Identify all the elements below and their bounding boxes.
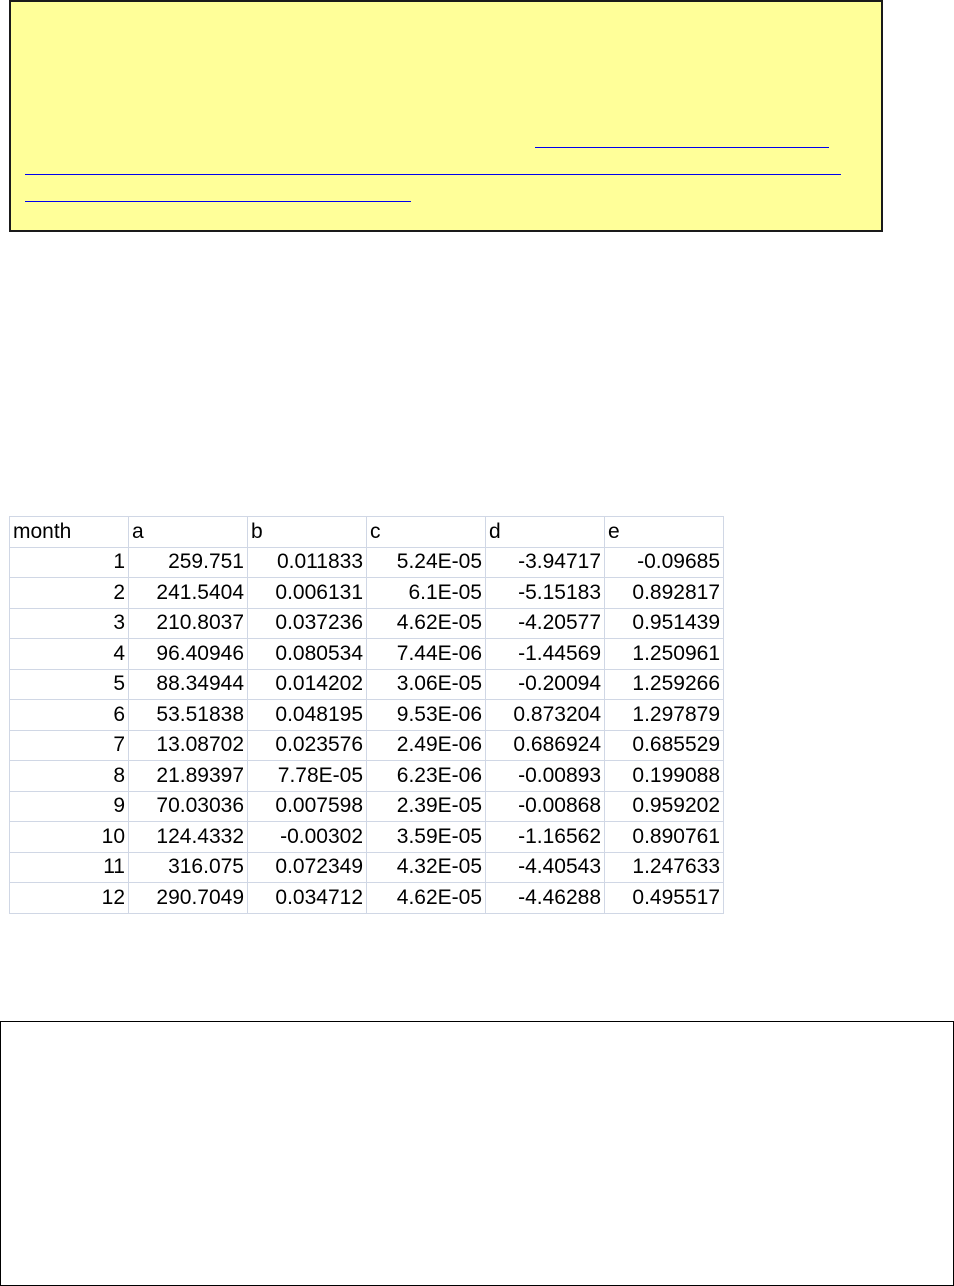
table-cell: 0.959202 <box>605 791 724 822</box>
table-cell: 0.034712 <box>248 883 367 914</box>
table-cell: 1.247633 <box>605 852 724 883</box>
table-row <box>10 761 724 792</box>
table-cell: 2 <box>10 578 129 609</box>
table-cell: 0.006131 <box>248 578 367 609</box>
table-cell: 1.259266 <box>605 669 724 700</box>
table-cell: 2.49E-06 <box>367 730 486 761</box>
hyperlink-underline[interactable] <box>25 201 411 202</box>
table-cell: 6.23E-06 <box>367 761 486 792</box>
table-cell: 7.78E-05 <box>248 761 367 792</box>
table-cell: 0.011833 <box>248 547 367 578</box>
table-cell: 11 <box>10 852 129 883</box>
table-cell: -0.00893 <box>486 761 605 792</box>
table-header-row <box>10 517 724 548</box>
table-cell: 5.24E-05 <box>367 547 486 578</box>
column-header: c <box>367 517 486 548</box>
table-body <box>10 547 724 913</box>
table-cell: 124.4332 <box>129 822 248 853</box>
table-cell: 1 <box>10 547 129 578</box>
table-cell: 0.686924 <box>486 730 605 761</box>
table-cell: 4.32E-05 <box>367 852 486 883</box>
table-cell: -0.20094 <box>486 669 605 700</box>
table-row <box>10 852 724 883</box>
table-cell: 3.59E-05 <box>367 822 486 853</box>
table-cell: 10 <box>10 822 129 853</box>
table-cell: 88.34944 <box>129 669 248 700</box>
column-header: e <box>605 517 724 548</box>
table-cell: 0.048195 <box>248 700 367 731</box>
table-cell: 70.03036 <box>129 791 248 822</box>
note-box <box>9 0 883 232</box>
table-row <box>10 730 724 761</box>
table-cell: 2.39E-05 <box>367 791 486 822</box>
table-row <box>10 700 724 731</box>
table-cell: -5.15183 <box>486 578 605 609</box>
table-cell: 9.53E-06 <box>367 700 486 731</box>
column-header: month <box>10 517 129 548</box>
table-cell: 210.8037 <box>129 608 248 639</box>
table-row <box>10 669 724 700</box>
table-row <box>10 578 724 609</box>
table-cell: 1.250961 <box>605 639 724 670</box>
data-table <box>9 516 724 914</box>
table-cell: 0.037236 <box>248 608 367 639</box>
table-cell: -1.44569 <box>486 639 605 670</box>
table-cell: 4 <box>10 639 129 670</box>
table-cell: 1.297879 <box>605 700 724 731</box>
hyperlink-underline[interactable] <box>25 174 841 175</box>
table-row <box>10 547 724 578</box>
table-cell: 0.892817 <box>605 578 724 609</box>
table-cell: 3.06E-05 <box>367 669 486 700</box>
hyperlink-underline[interactable] <box>535 147 829 148</box>
table-cell: -1.16562 <box>486 822 605 853</box>
table-row <box>10 791 724 822</box>
table-cell: 12 <box>10 883 129 914</box>
table-row <box>10 608 724 639</box>
table-cell: -3.94717 <box>486 547 605 578</box>
table-cell: -0.00868 <box>486 791 605 822</box>
table-cell: 0.007598 <box>248 791 367 822</box>
table-cell: -0.09685 <box>605 547 724 578</box>
table-cell: -4.20577 <box>486 608 605 639</box>
table-cell: 4.62E-05 <box>367 608 486 639</box>
table-row <box>10 822 724 853</box>
table-cell: 7.44E-06 <box>367 639 486 670</box>
table-cell: 290.7049 <box>129 883 248 914</box>
table-cell: 8 <box>10 761 129 792</box>
table-cell: -4.46288 <box>486 883 605 914</box>
table-cell: 21.89397 <box>129 761 248 792</box>
table-cell: 53.51838 <box>129 700 248 731</box>
column-header: b <box>248 517 367 548</box>
table-cell: 9 <box>10 791 129 822</box>
table-cell: 13.08702 <box>129 730 248 761</box>
table-cell: 316.075 <box>129 852 248 883</box>
table-cell: 5 <box>10 669 129 700</box>
table-cell: -0.00302 <box>248 822 367 853</box>
table-cell: -4.40543 <box>486 852 605 883</box>
table-cell: 0.890761 <box>605 822 724 853</box>
table-row <box>10 639 724 670</box>
column-header: a <box>129 517 248 548</box>
table-cell: 3 <box>10 608 129 639</box>
bottom-box <box>0 1021 954 1286</box>
table-row <box>10 883 724 914</box>
table-cell: 0.023576 <box>248 730 367 761</box>
table-cell: 0.685529 <box>605 730 724 761</box>
table-cell: 0.951439 <box>605 608 724 639</box>
table-cell: 7 <box>10 730 129 761</box>
table-cell: 259.751 <box>129 547 248 578</box>
table-cell: 0.072349 <box>248 852 367 883</box>
table-cell: 241.5404 <box>129 578 248 609</box>
table-cell: 0.080534 <box>248 639 367 670</box>
table-cell: 6 <box>10 700 129 731</box>
table-cell: 0.873204 <box>486 700 605 731</box>
table-cell: 6.1E-05 <box>367 578 486 609</box>
table-cell: 0.199088 <box>605 761 724 792</box>
table-cell: 0.495517 <box>605 883 724 914</box>
table-cell: 4.62E-05 <box>367 883 486 914</box>
table-cell: 0.014202 <box>248 669 367 700</box>
column-header: d <box>486 517 605 548</box>
table-cell: 96.40946 <box>129 639 248 670</box>
